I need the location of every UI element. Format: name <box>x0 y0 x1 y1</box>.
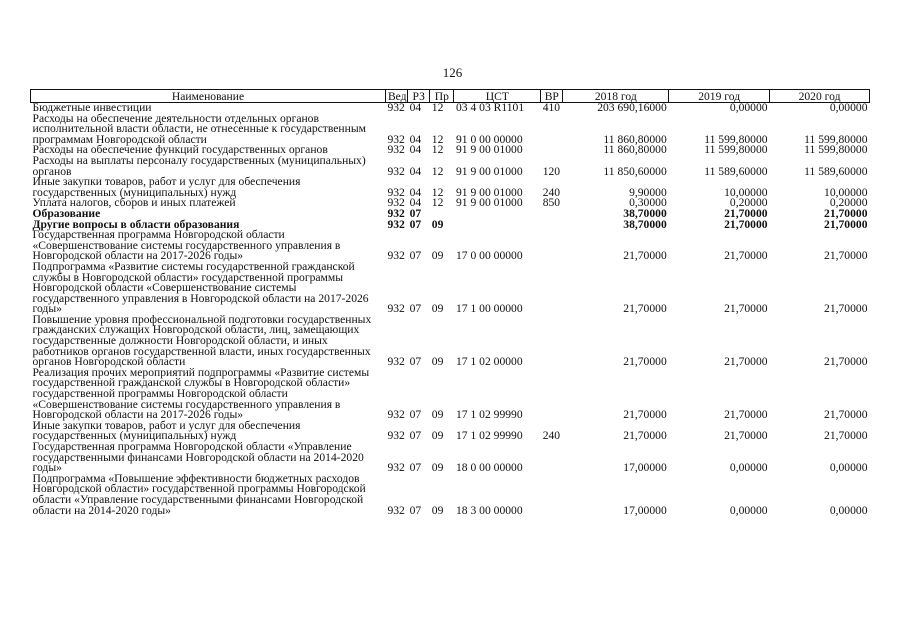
cell-2019: 0,20000 <box>729 196 768 210</box>
cell-2020: 11 599,80000 <box>804 143 868 157</box>
table-row <box>31 442 870 474</box>
cell-rz: 04 <box>409 185 422 199</box>
cell-2018: 21,70000 <box>623 429 667 443</box>
cell-rz: 04 <box>409 143 422 157</box>
cell-2019: 21,70000 <box>724 429 768 443</box>
header-cst: ЦСТ <box>454 90 541 103</box>
cell-cst: 91 0 00 00000 <box>455 132 523 146</box>
cell-vr <box>541 262 563 315</box>
cell-vr <box>541 114 563 146</box>
cell-pr: 12 <box>431 101 444 114</box>
cell-rz: 07 <box>409 503 422 517</box>
cell-vr <box>541 442 563 474</box>
cell-name: Подпрограмма «Развитие системы государственной гражданской службы в Новгородской области» государственной программы Новгородской области «Совершенствование системы государственного управления в Новгородской области на 2017-2026 годы» <box>32 259 369 316</box>
cell-ved: 932 <box>387 164 405 178</box>
cell-2018: 11 860,80000 <box>603 143 667 157</box>
cell-vr: 240 <box>542 185 561 199</box>
header-vr: ВР <box>541 90 563 103</box>
cell-2019: 21,70000 <box>724 302 768 316</box>
cell-cst <box>454 220 541 231</box>
cell-rz: 07 <box>409 461 422 475</box>
table-row <box>31 177 870 198</box>
cell-pr: 12 <box>431 143 444 157</box>
cell-2018: 0,30000 <box>629 196 667 210</box>
cell-cst: 17 1 00 00000 <box>455 302 523 316</box>
cell-name: Государственная программа Новгородской области «Совершенствование системы государственного управления в Новгородской области на 2017-2026 годы» <box>32 228 341 263</box>
cell-ved: 932 <box>387 429 405 443</box>
cell-2020: 21,70000 <box>824 302 868 316</box>
cell-name: Расходы на обеспечение функций государственных органов <box>32 143 328 157</box>
table-row <box>31 156 870 177</box>
cell-pr: 09 <box>431 217 444 231</box>
cell-rz: 04 <box>409 101 422 114</box>
cell-2018: 21,70000 <box>623 355 667 369</box>
cell-rz: 07 <box>409 408 422 422</box>
cell-2020: 10,00000 <box>824 185 868 199</box>
cell-2018: 203 690,16000 <box>597 101 667 114</box>
cell-2018: 17,00000 <box>623 461 667 475</box>
cell-vr <box>541 220 563 231</box>
cell-vr: 850 <box>542 196 561 210</box>
cell-rz: 07 <box>409 302 422 316</box>
cell-2018: 38,70000 <box>623 217 667 231</box>
cell-rz: 07 <box>409 249 422 263</box>
cell-2020: 11 589,60000 <box>804 164 868 178</box>
page-number: 126 <box>442 65 463 80</box>
cell-name: Иные закупки товаров, работ и услуг для обеспечения государственных (муниципальных) нужд <box>32 175 301 199</box>
header-2018: 2018 год <box>563 90 669 103</box>
cell-cst: 17 0 00 00000 <box>455 249 523 263</box>
cell-2019: 21,70000 <box>724 408 768 422</box>
cell-rz: 04 <box>409 164 422 178</box>
budget-table <box>30 89 870 516</box>
cell-2019: 0,00000 <box>729 503 768 517</box>
cell-cst <box>454 209 541 220</box>
cell-2019: 11 599,80000 <box>704 143 768 157</box>
cell-2020: 11 599,80000 <box>804 132 868 146</box>
cell-pr: 09 <box>431 355 444 369</box>
cell-name: Уплата налогов, сборов и иных платежей <box>32 196 236 210</box>
cell-2019: 0,00000 <box>729 461 768 475</box>
table-row <box>31 230 870 262</box>
table-row <box>31 421 870 442</box>
cell-vr: 120 <box>542 164 561 178</box>
cell-ved: 932 <box>387 461 405 475</box>
cell-name: Расходы на обеспечение деятельности отдельных органов исполнительной власти области, не отнесенные к государственным программам Новгородской области <box>32 111 366 146</box>
table-row <box>31 368 870 421</box>
cell-2019: 21,70000 <box>724 355 768 369</box>
cell-ved: 932 <box>387 408 405 422</box>
cell-2020: 21,70000 <box>824 249 868 263</box>
cell-ved: 932 <box>387 355 405 369</box>
cell-ved: 932 <box>387 196 405 210</box>
table-row <box>31 262 870 315</box>
cell-vr <box>541 368 563 421</box>
header-rz: РЗ <box>408 90 430 103</box>
cell-pr: 12 <box>431 185 444 199</box>
cell-pr: 12 <box>431 196 444 210</box>
cell-rz: 04 <box>409 132 422 146</box>
cell-cst: 91 9 00 01000 <box>455 164 523 178</box>
table-row <box>31 114 870 146</box>
cell-2020: 21,70000 <box>824 408 868 422</box>
cell-vr: 240 <box>542 429 561 443</box>
cell-2018: 38,70000 <box>623 206 667 220</box>
cell-name: Расходы на выплаты персоналу государственных (муниципальных) органов <box>32 153 366 178</box>
cell-cst: 91 9 00 01000 <box>455 196 523 210</box>
cell-2018: 21,70000 <box>623 249 667 263</box>
cell-2019: 21,70000 <box>724 249 768 263</box>
table-row <box>31 315 870 368</box>
cell-rz: 04 <box>409 196 422 210</box>
cell-pr: 09 <box>431 503 444 517</box>
cell-vr <box>541 315 563 368</box>
cell-name: Реализация прочих мероприятий подпрограммы «Развитие системы государственной гражданской службы в Новгородской области» государственной программы Новгородской области «Совершенствование системы государственного управления в Новгородской области на 2017-2026 годы» <box>32 365 370 422</box>
cell-2018: 21,70000 <box>623 408 667 422</box>
table-row <box>31 474 870 516</box>
cell-2020: 0,20000 <box>829 196 868 210</box>
cell-pr: 12 <box>431 132 444 146</box>
cell-name: Подпрограмма «Повышение эффективности бюджетных расходов Новгородской области» государственной программы Новгородской области «Управление государственными финансами Новгородской области на 2014-2020 годы» <box>32 471 366 517</box>
header-pr: Пр <box>430 90 454 103</box>
cell-ved: 932 <box>387 217 405 231</box>
cell-2019: 21,70000 <box>724 217 768 231</box>
cell-rz: 07 <box>409 217 422 231</box>
cell-rz: 07 <box>409 429 422 443</box>
cell-vr: 410 <box>542 101 561 114</box>
cell-vr <box>541 230 563 262</box>
cell-cst: 91 9 00 01000 <box>455 185 523 199</box>
cell-2020: 21,70000 <box>824 217 868 231</box>
cell-2018: 9,90000 <box>629 185 667 199</box>
cell-2019: 10,00000 <box>724 185 768 199</box>
cell-2019: 21,70000 <box>724 206 768 220</box>
cell-name: Иные закупки товаров, работ и услуг для обеспечения государственных (муниципальных) нужд <box>32 418 301 443</box>
cell-rz: 07 <box>409 355 422 369</box>
cell-2019: 11 599,80000 <box>704 132 768 146</box>
cell-2018: 11 850,60000 <box>603 164 667 178</box>
cell-ved: 932 <box>387 302 405 316</box>
cell-vr <box>541 209 563 220</box>
cell-ved: 932 <box>387 206 405 220</box>
cell-name: Другие вопросы в области образования <box>32 217 240 231</box>
cell-ved: 932 <box>387 185 405 199</box>
cell-ved: 932 <box>387 249 405 263</box>
cell-cst: 17 1 02 99990 <box>455 429 523 443</box>
cell-2020: 21,70000 <box>824 355 868 369</box>
cell-cst: 18 0 00 00000 <box>455 461 523 475</box>
cell-name: Бюджетные инвестиции <box>32 101 152 114</box>
cell-ved: 932 <box>387 503 405 517</box>
cell-2020: 0,00000 <box>829 461 868 475</box>
cell-2019: 0,00000 <box>729 101 768 114</box>
cell-ved: 932 <box>387 101 405 114</box>
table-body <box>31 103 870 517</box>
cell-pr: 09 <box>431 249 444 263</box>
cell-pr: 09 <box>431 429 444 443</box>
cell-cst: 17 1 02 99990 <box>455 408 523 422</box>
header-name: Наименование <box>31 90 386 103</box>
cell-2020: 0,00000 <box>829 101 868 114</box>
cell-2018: 17,00000 <box>623 503 667 517</box>
cell-pr: 12 <box>431 164 444 178</box>
cell-2020: 0,00000 <box>829 503 868 517</box>
cell-2018: 21,70000 <box>623 302 667 316</box>
header-2019: 2019 год <box>669 90 770 103</box>
cell-pr: 09 <box>431 302 444 316</box>
cell-cst: 18 3 00 00000 <box>455 503 523 517</box>
cell-name: Образование <box>32 206 101 220</box>
cell-cst: 03 4 03 R1101 <box>455 101 525 114</box>
cell-ved: 932 <box>387 143 405 157</box>
cell-2020: 21,70000 <box>824 206 868 220</box>
cell-2020: 21,70000 <box>824 429 868 443</box>
cell-rz: 07 <box>409 206 422 220</box>
header-ved: Вед <box>385 90 407 103</box>
cell-name: Государственная программа Новгородской области «Управление государственными финансами Новгородской области на 2014-2020 годы» <box>32 440 364 475</box>
header-2020: 2020 год <box>770 90 870 103</box>
cell-cst: 91 9 00 01000 <box>455 143 523 157</box>
cell-vr <box>541 474 563 516</box>
cell-vr <box>541 145 563 156</box>
cell-2019: 11 589,60000 <box>704 164 768 178</box>
cell-ved: 932 <box>387 132 405 146</box>
cell-pr: 09 <box>431 461 444 475</box>
cell-cst: 17 1 02 00000 <box>455 355 523 369</box>
cell-name: Повышение уровня профессиональной подготовки государственных гражданских служащих Новгородской области, лиц, замещающих государственные должности Новгородской области, и иных работников органов государственной власти, иных государственных органов Новгородской области <box>32 312 372 369</box>
cell-2018: 11 860,80000 <box>603 132 667 146</box>
cell-pr: 09 <box>431 408 444 422</box>
